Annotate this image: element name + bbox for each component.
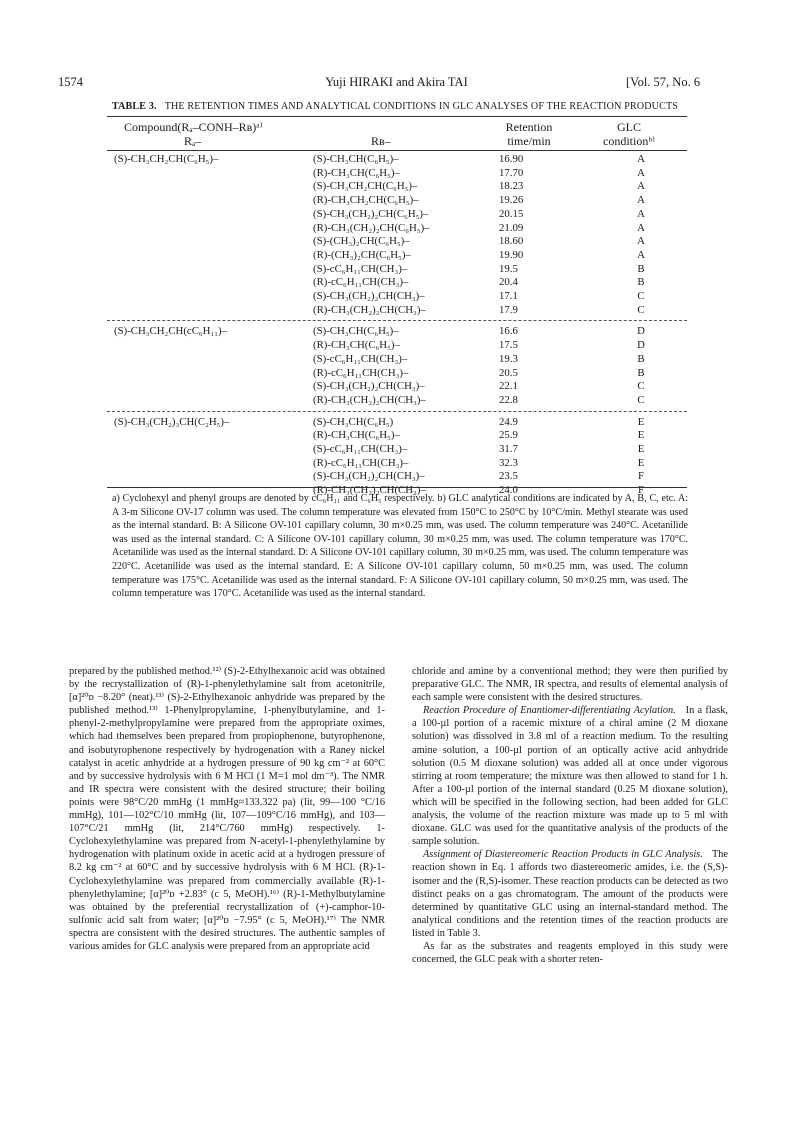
table-caption-label: TABLE 3.	[112, 101, 157, 112]
cell-rb: (R)-CH₃(CH₂)₂CH(C₆H₅)–	[313, 221, 430, 234]
cell-glc-condition: B	[637, 366, 645, 379]
section-heading-procedure: Reaction Procedure of Enantiomer-differentiating Acylation.	[423, 705, 676, 717]
cell-glc-condition: B	[637, 276, 645, 289]
body-left-column	[69, 665, 385, 953]
left-paragraph: prepared by the published method.¹²⁾ (S)-2-Ethylhexanoic acid was obtained by the recrystallization of (R)-1-phenylethylamine salt from acetonitrile, [α]²⁰ᴅ −8.20° (neat).¹³⁾ (S)-2-Ethylhexanoic anhydride was prepared by the published method.¹³⁾ 1-Phenylpropylamine, 1-phenylbutylamine, and 1-phenyl-2-methylpropylamine were prepared from the appropriate oximes, which had themselves been prepared from propiophenone, butyrophenone, and isobutyrophenone respectively by hydrogenation with a Raney nickel catalyst in acetic anhydride at a hydrogen pressure of 90 kg cm⁻² at 60°C and by successive hydrolysis with 6 M HCl (1 M=1 mol dm⁻³). The NMR and IR spectra were consistent with the desired structure; their boiling points were 98°C/20 mmHg (1 mmHg≈133.322 pa) (lit, 99—100 °C/16 mmHg), 101—102°C/10 mmHg (lit, 107—109°C/16 mmHg), and 103—107°C/21 mmHg (lit, 214°C/760 mmHg) respectively. 1-Cyclohexylethylamine was prepared from N-acetyl-1-phenylethylamine by hydrogenation with platinum oxide in acetic acid at a hydrogen pressure of 8.2 kg cm⁻² at 60°C and by successive hydrolysis with 6 M HCl. (R)-1-Cyclohexylethylamine was prepared from commercially available (R)-1-phenylethylamine; [α]²⁰ᴅ +2.83° (c 5, MeOH).¹⁶⁾ (R)-1-Methylbutylamine was obtained by the preferential recrystallization of (+)-camphor-10-sulfonic acid salt from water; [α]²⁰ᴅ −7.95° (c 5, MeOH).¹⁷⁾ The NMR spectra are consistent with the desired structures. The authentic samples of various amides for GLC analysis were prepared from an appropriate acid	[69, 666, 385, 952]
cell-rb: (R)-cC₆H₁₁CH(CH₃)–	[313, 276, 409, 289]
cell-glc-condition: D	[637, 339, 645, 352]
cell-retention-time: 20.15	[499, 207, 524, 220]
cell-rb: (R)-CH₃CH(C₆H₅)–	[313, 429, 400, 442]
table-row	[0, 249, 793, 263]
table-row	[0, 235, 793, 249]
cell-rb: (R)-cC₆H₁₁CH(CH₃)–	[313, 366, 409, 379]
footnote-text: a) Cyclohexyl and phenyl groups are denoted by cC₆H₁₁ and C₆H₅ respectively. b) GLC analytical conditions are indicated by A, B, C, etc. A: A 3-m Silicone OV-17 column was used. The column temperature was elevated from 150°C to 250°C by 10°C/min. Methyl stearate was used as the internal standard. B: A Silicone OV-101 capillary column, 30 m×0.25 mm, was used. The column temperature was 240°C. Acetanilide was used as the internal standard. C: A Silicone OV-101 capillary column, 30 m×0.25 mm, was used. The column temperature was 170°C. Acetanilide was used as the internal standard. D: A Silicone OV-101 capillary column, 30 m×0.25 mm, was used. The column temperature was 220°C. Acetanilide was used as the internal standard. E: A Silicone OV-101 capillary column, 50 m×0.25 mm, was used. The column temperature was 175°C. Acetanilide was used as the internal standard. F: A Silicone OV-101 capillary column, 50 m×0.25 mm, was used. The column temperature was 170°C. Acetanilide was used as the internal standard.	[112, 493, 688, 600]
table-row	[0, 276, 793, 290]
cell-glc-condition: C	[637, 303, 645, 316]
cell-rb: (R)-(CH₃)₂CH(C₆H₅)–	[313, 248, 411, 261]
table-row	[0, 339, 793, 353]
cell-retention-time: 16.6	[499, 325, 518, 338]
section-heading-assignment: Assignment of Diastereomeric Reaction Products in GLC Analysis.	[423, 849, 703, 861]
cell-glc-condition: A	[637, 194, 645, 207]
cell-retention-time: 22.1	[499, 380, 518, 393]
cell-rb: (S)-cC₆H₁₁CH(CH₃)–	[313, 352, 408, 365]
cell-rb: (S)-CH₃CH(C₆H₅)–	[313, 325, 399, 338]
table-row	[0, 194, 793, 208]
cell-rb: (S)-CH₃(CH₂)₂CH(CH₃)–	[313, 380, 425, 393]
right-paragraph-1: chloride and amine by a conventional method; they were then purified by preparative GLC. The NMR, IR spectra, and results of elemental analysis of each sample were consistent with the desired structures.	[412, 666, 728, 704]
cell-glc-condition: A	[637, 248, 645, 261]
table-row	[0, 470, 793, 484]
table-row	[0, 380, 793, 394]
cell-retention-time: 17.9	[499, 303, 518, 316]
table-row	[0, 304, 793, 318]
cell-retention-time: 16.90	[499, 153, 524, 165]
cell-retention-time: 19.5	[499, 262, 518, 275]
table-row	[0, 263, 793, 277]
cell-retention-time: 17.70	[499, 166, 524, 179]
table-caption	[112, 101, 678, 112]
table-row	[0, 443, 793, 457]
header-glc: GLC	[617, 120, 641, 134]
cell-rb: (S)-CH₃(CH₂)₂CH(C₆H₅)–	[313, 207, 429, 220]
cell-retention-time: 18.23	[499, 180, 524, 193]
cell-retention-time: 17.1	[499, 290, 518, 302]
table-row	[0, 353, 793, 367]
cell-retention-time: 20.4	[499, 276, 518, 289]
cell-retention-time: 20.5	[499, 366, 518, 379]
cell-retention-time: 19.3	[499, 352, 518, 365]
cell-retention-time: 24.9	[499, 415, 518, 428]
cell-retention-time: 19.90	[499, 248, 524, 261]
table-row	[0, 153, 793, 167]
cell-glc-condition: B	[637, 262, 645, 275]
cell-glc-condition: C	[637, 393, 645, 406]
cell-glc-condition: A	[637, 221, 645, 234]
cell-rb: (S)-cC₆H₁₁CH(CH₃)–	[313, 443, 408, 455]
page-number: 1574	[58, 75, 83, 89]
cell-retention-time: 25.9	[499, 429, 518, 442]
cell-retention-time: 18.60	[499, 235, 524, 248]
cell-retention-time: 31.7	[499, 443, 518, 455]
header-retention: Retention	[505, 120, 553, 134]
cell-glc-condition: F	[637, 470, 644, 483]
cell-glc-condition: A	[637, 180, 645, 193]
cell-rb: (S)-CH₃CH(C₆H₅)–	[313, 153, 399, 165]
table-row	[0, 290, 793, 304]
cell-rb: (R)-CH₃(CH₂)₂CH(CH₃)–	[313, 484, 426, 497]
cell-retention-time: 32.3	[499, 456, 518, 469]
cell-glc-condition: C	[637, 380, 645, 393]
cell-glc-condition: E	[637, 443, 645, 455]
cell-glc-condition: C	[637, 290, 645, 302]
cell-rb: (R)-CH₃(CH₂)₂CH(CH₃)–	[313, 303, 426, 316]
cell-rb: (S)-CH₃CH(C₆H₅)	[313, 415, 394, 428]
cell-retention-time: 21.09	[499, 221, 524, 234]
table-row	[0, 325, 793, 339]
group-separator-rule	[107, 320, 687, 321]
table-row	[0, 367, 793, 381]
cell-retention-time: 24.0	[499, 484, 518, 497]
cell-rb: (R)-cC₆H₁₁CH(CH₃)–	[313, 456, 409, 469]
table-bottom-rule	[107, 487, 687, 488]
cell-glc-condition: D	[637, 325, 645, 338]
cell-rb: (R)-CH₃CH₂CH(C₆H₅)–	[313, 194, 419, 207]
cell-retention-time: 22.8	[499, 393, 518, 406]
assignment-text: The reaction shown in Eq. 1 affords two diastereomeric amides, i.e. the (S,S)-isomer and the (R,S)-isomer. These reaction products can be detected as two distinct peaks on a gas chromatogram. The amount of the products were determined by quantitative GLC using an internal-standard method. The analytical conditions and the retention times of the reaction products are listed in Table 3.	[412, 849, 728, 939]
right-paragraph-2	[412, 704, 728, 848]
right-paragraph-3	[412, 848, 728, 940]
right-paragraph-4: As far as the substrates and reagents employed in this study were concerned, the GLC peak with a shorter reten-	[412, 940, 728, 966]
running-header-authors: Yuji HIRAKI and Akira TAI	[325, 75, 468, 89]
cell-glc-condition: B	[637, 352, 645, 365]
cell-rb: (R)-CH₃CH(C₆H₅)–	[313, 166, 400, 179]
header-glc-condition: conditionᵇ⁾	[603, 134, 655, 148]
cell-glc-condition: A	[637, 207, 645, 220]
procedure-text: In a flask, a 100-µl portion of a racemic mixture of a chiral amine (2 M dioxane solution) was dissolved in 3.8 ml of a reaction medium. To the resulting amine solution, a 100-µl portion of an optically active acid anhydride solution (0.5 M dioxane solution) was added all at once under vigorous stirring at room temperature; the mixture was then allowed to stand for 1 h. After a 100-µl portion of the internal standard (0.25 M dioxane solution), which will be specified in the following section, had been added for GLC analysis, the volume of the reaction mixture was made up to 5 ml with dioxane. GLC was used for the quantitative analysis of the products of the sample solution.	[412, 705, 728, 848]
cell-rb: (S)-CH₃(CH₂)₂CH(CH₃)–	[313, 470, 425, 483]
cell-rb: (S)-cC₆H₁₁CH(CH₃)–	[313, 262, 408, 275]
header-rule	[107, 150, 687, 151]
cell-ra: (S)-CH₃CH₂CH(C₆H₅)–	[114, 153, 219, 165]
table-row	[0, 394, 793, 408]
body-right-column	[412, 665, 728, 966]
group-separator-rule	[107, 411, 687, 412]
cell-ra: (S)-CH₃(CH₂)₃CH(C₂H₅)–	[114, 415, 230, 428]
table-row	[0, 222, 793, 236]
cell-retention-time: 19.26	[499, 194, 524, 207]
header-rb: Rʙ–	[371, 134, 391, 148]
table-caption-text: THE RETENTION TIMES AND ANALYTICAL CONDITIONS IN GLC ANALYSES OF THE REACTION PRODUCTS	[164, 101, 679, 112]
cell-glc-condition: F	[637, 484, 644, 497]
cell-rb: (R)-CH₃CH(C₆H₅)–	[313, 339, 400, 352]
cell-glc-condition: E	[637, 429, 645, 442]
header-retention-unit: time/min	[507, 134, 551, 148]
cell-glc-condition: A	[637, 153, 645, 165]
cell-rb: (R)-CH₃(CH₂)₂CH(CH₃)–	[313, 393, 426, 406]
table-row	[0, 180, 793, 194]
table-row	[0, 416, 793, 430]
cell-retention-time: 23.5	[499, 470, 518, 483]
table-row	[0, 208, 793, 222]
running-header-volume: [Vol. 57, No. 6	[626, 75, 701, 89]
header-ra: Rₐ–	[184, 134, 202, 148]
cell-glc-condition: E	[637, 456, 645, 469]
cell-rb: (S)-CH₃(CH₂)₂CH(CH₃)–	[313, 290, 425, 302]
cell-ra: (S)-CH₃CH₂CH(cC₆H₁₁)–	[114, 325, 227, 338]
table-row	[0, 167, 793, 181]
cell-glc-condition: E	[637, 415, 645, 428]
table-footnotes	[112, 492, 688, 601]
header-compound: Compound(Rₐ–CONH–Rʙ)ᵃ⁾	[124, 120, 263, 134]
cell-rb: (S)-(CH₃)₂CH(C₆H₅)–	[313, 235, 410, 248]
cell-glc-condition: A	[637, 235, 645, 248]
cell-glc-condition: A	[637, 166, 645, 179]
table-row	[0, 457, 793, 471]
table-row	[0, 429, 793, 443]
table-top-rule	[107, 116, 687, 117]
cell-retention-time: 17.5	[499, 339, 518, 352]
cell-rb: (S)-CH₃CH₂CH(C₆H₅)–	[313, 180, 418, 193]
